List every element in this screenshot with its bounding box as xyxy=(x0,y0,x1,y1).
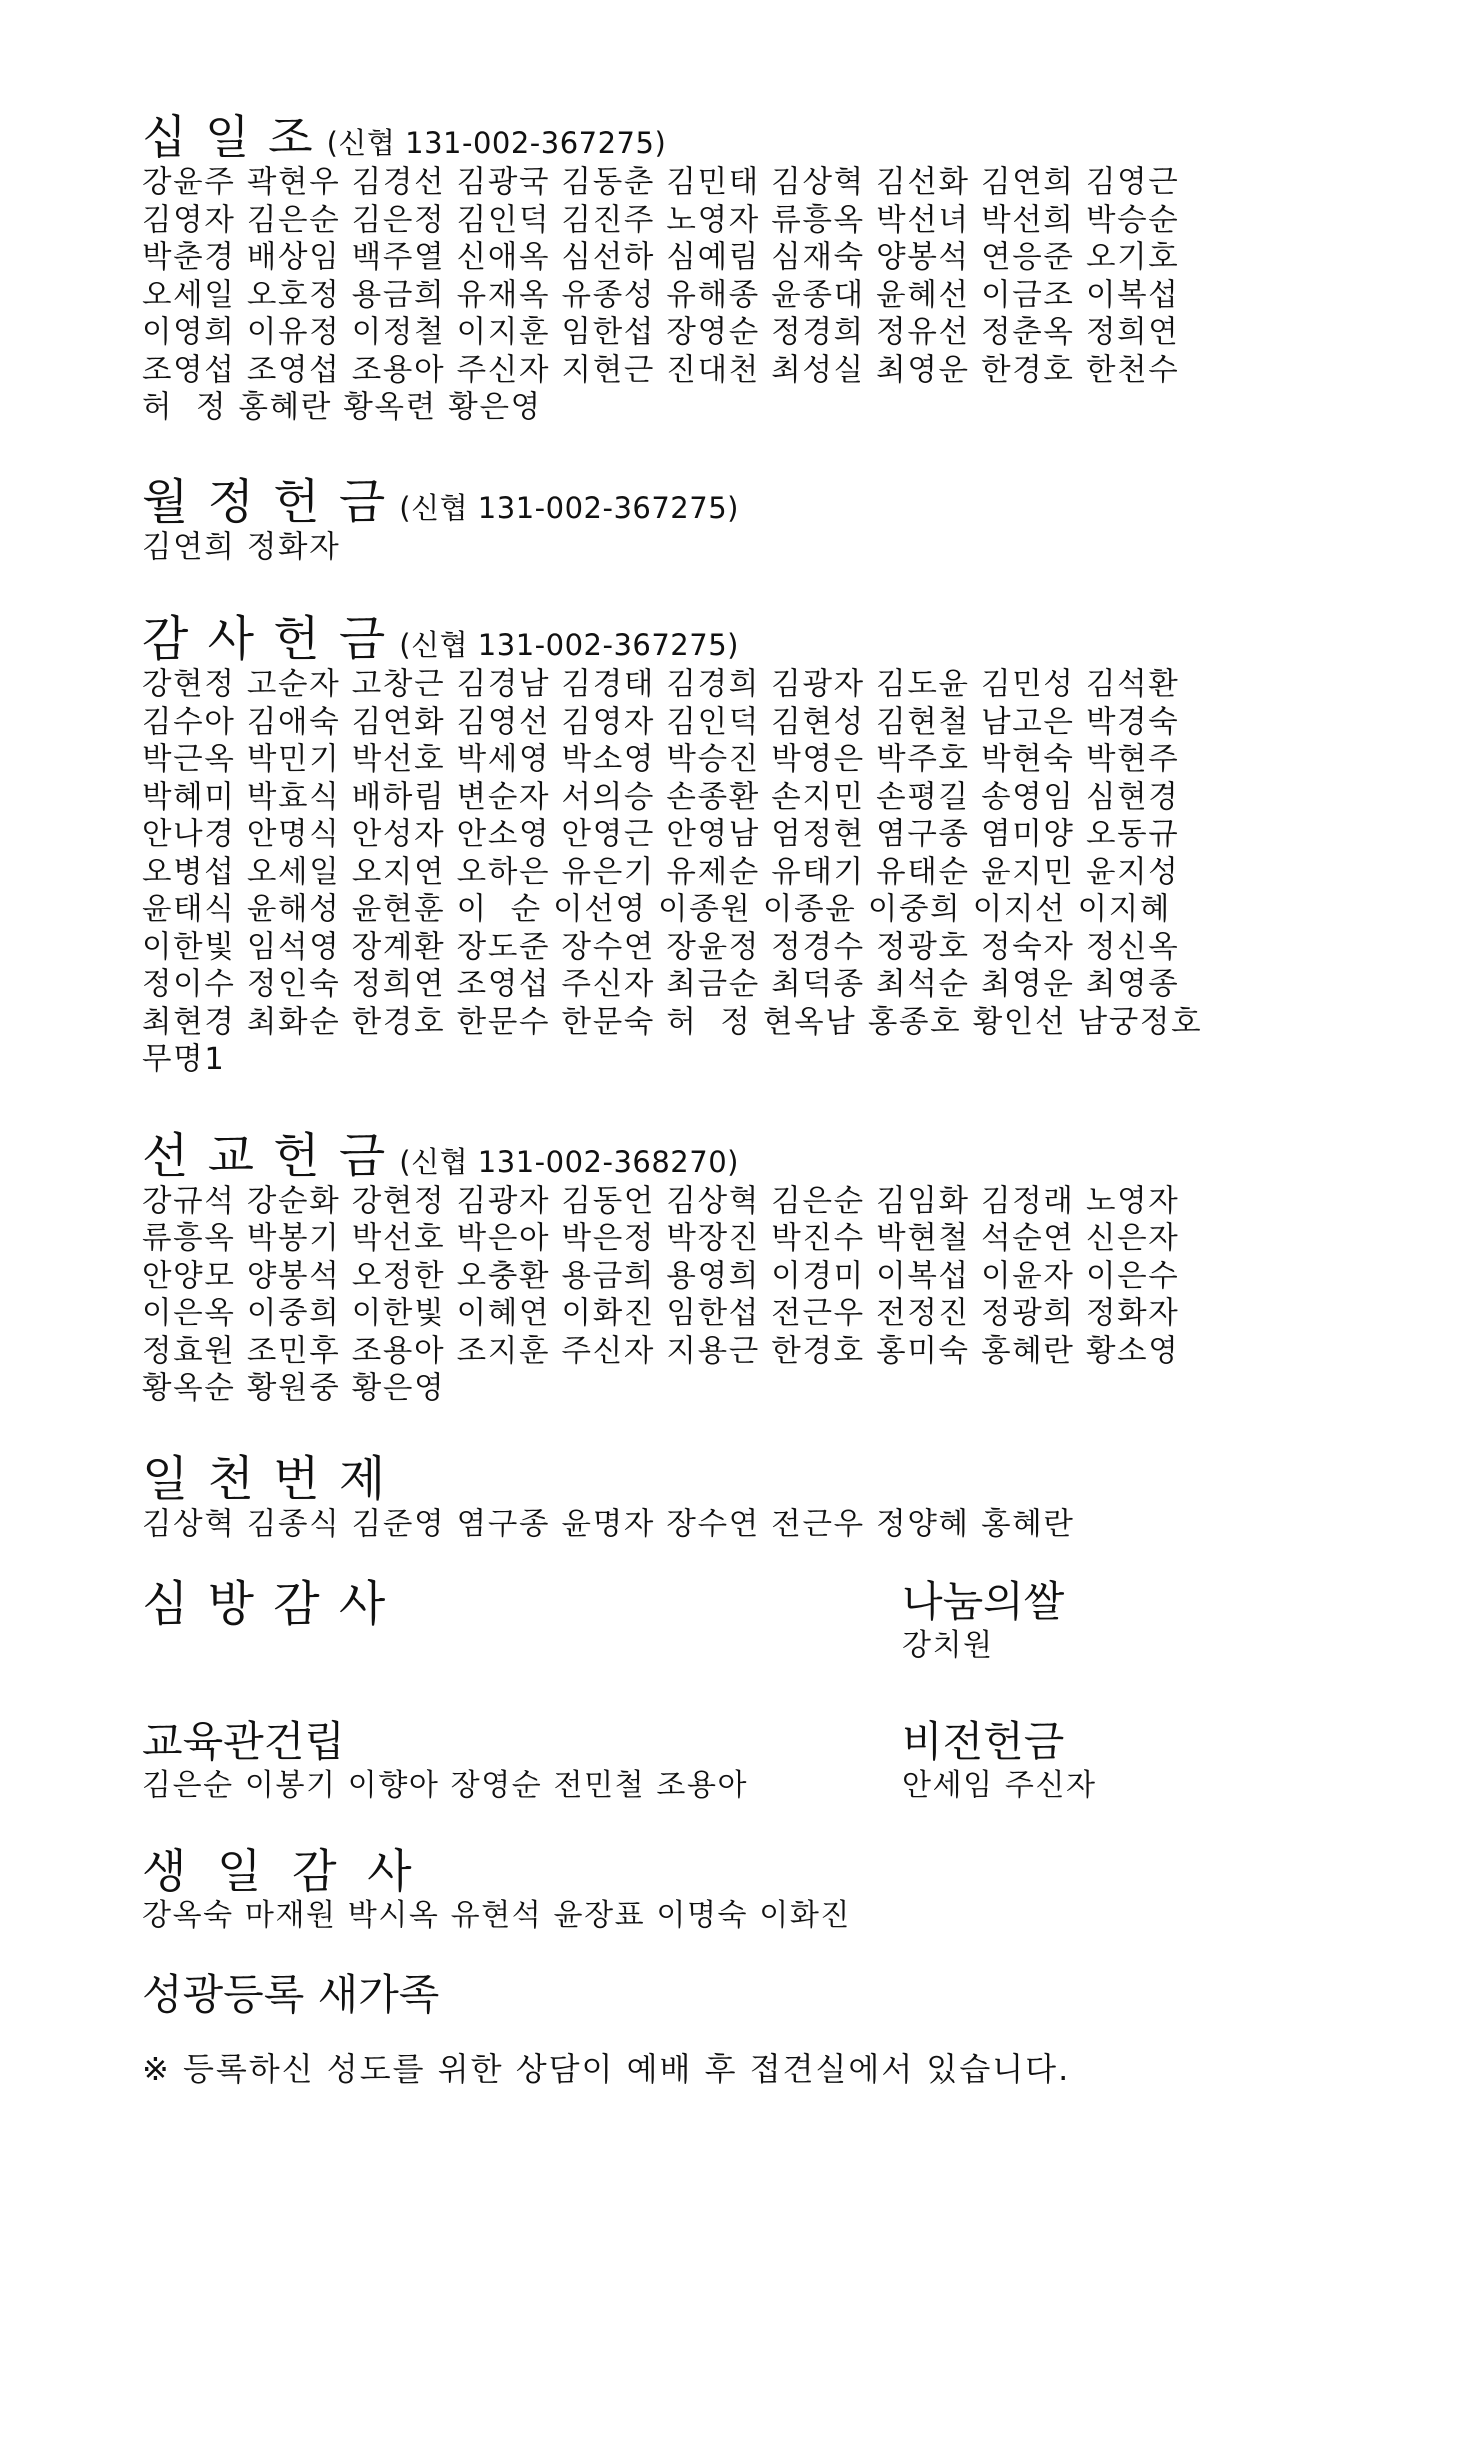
name-line: 무명1 xyxy=(142,1042,226,1077)
mission-header xyxy=(142,1129,1362,1183)
section-title: 선 교 헌 금 xyxy=(142,1127,388,1184)
name-list xyxy=(142,1506,1362,1544)
section-title: 월 정 헌 금 xyxy=(142,473,388,530)
section-title: 교육관건립 xyxy=(142,1717,345,1766)
registration-notice: ※ 등록하신 성도를 위한 상담이 예배 후 접견실에서 있습니다. xyxy=(142,2050,1071,2088)
visit-thanks-section xyxy=(142,1577,902,1665)
thanks-offering-section xyxy=(142,612,1362,1079)
section-title: 나눔의쌀 xyxy=(902,1577,1065,1626)
name-line: 정효원 조민후 조용아 조지훈 주신자 지용근 한경호 홍미숙 홍혜란 황소영 xyxy=(142,1333,1180,1369)
section-title: 감 사 헌 금 xyxy=(142,611,388,667)
name-line: 김영자 김은순 김은정 김인덕 김진주 노영자 류흥옥 박선녀 박선희 박승순 xyxy=(142,202,1180,238)
name-list xyxy=(142,666,1362,1079)
education-building-section xyxy=(142,1717,902,1805)
birthday-thanks-section xyxy=(142,1845,1362,1935)
name-list: 김은순 이봉기 이향아 장영순 전민철 조용아 xyxy=(142,1768,749,1803)
name-line: 김연희 정화자 xyxy=(142,529,341,565)
name-line: 안나경 안명식 안성자 안소영 안영근 안영남 엄정현 염구종 염미양 오동규 xyxy=(142,817,1180,852)
account-number: (신협 131-002-367275) xyxy=(399,490,739,525)
name-line: 이은옥 이중희 이한빛 이혜연 이화진 임한섭 전근우 전정진 정광희 정화자 xyxy=(142,1296,1180,1331)
name-list: 강옥숙 마재원 박시옥 유현석 윤장표 이명숙 이화진 xyxy=(142,1898,851,1933)
account-number: (신협 131-002-368270) xyxy=(399,1144,739,1179)
section-title: 생 일 감 사 xyxy=(142,1844,420,1898)
tithe-header xyxy=(142,110,1362,164)
rice-sharing-section xyxy=(902,1577,1362,1665)
name-line: 황옥순 황원중 황은영 xyxy=(142,1371,446,1406)
name-line: 류흥옥 박봉기 박선호 박은아 박은정 박장진 박진수 박현철 석순연 신은자 xyxy=(142,1221,1180,1256)
name-line: 최현경 최화순 한경호 한문수 한문숙 허 정 현옥남 홍종호 황인선 남궁정호 xyxy=(142,1004,1203,1040)
name-line: 박근옥 박민기 박선호 박세영 박소영 박승진 박영은 박주호 박현숙 박현주 xyxy=(142,742,1180,777)
ilcheon-section xyxy=(142,1452,1362,1544)
name-line: 허 정 홍혜란 황옥련 황은영 xyxy=(142,390,542,425)
name-line: 강윤주 곽현우 김경선 김광국 김동춘 김민태 김상혁 김선화 김연희 김영근 xyxy=(142,165,1180,200)
name-line: 이영희 이유정 이정철 이지훈 임한섭 장영순 정경희 정유선 정춘옥 정희연 xyxy=(142,315,1180,350)
ilcheon-header xyxy=(142,1452,1362,1506)
name-list xyxy=(142,164,1362,427)
name-line: 김상혁 김종식 김준영 염구종 윤명자 장수연 전근우 정양혜 홍혜란 xyxy=(142,1506,1075,1542)
name-line: 박혜미 박효식 배하림 변순자 서의승 손종환 손지민 손평길 송영임 심현경 xyxy=(142,779,1180,815)
vision-offering-section xyxy=(902,1717,1362,1805)
name-line: 오세일 오호정 용금희 유재옥 유종성 유해종 윤종대 윤혜선 이금조 이복섭 xyxy=(142,277,1180,313)
name-line: 박춘경 배상임 백주열 신애옥 심선하 심예림 심재숙 양봉석 연응준 오기호 xyxy=(142,240,1180,275)
name-list: 강치원 xyxy=(902,1628,994,1663)
section-title: 일 천 번 제 xyxy=(142,1450,388,1507)
monthly-offering-section xyxy=(142,475,1362,567)
new-family-section xyxy=(142,1969,1362,2089)
edu-vision-row xyxy=(142,1717,1362,1805)
name-line: 조영섭 조영섭 조용아 주신자 지현근 진대천 최성실 최영운 한경호 한천수 xyxy=(142,352,1180,388)
thanks-header xyxy=(142,612,1362,666)
name-line: 윤태식 윤해성 윤현훈 이 순 이선영 이종원 이종윤 이중희 이지선 이지혜 xyxy=(142,892,1172,927)
name-line: 이한빛 임석영 장계환 장도준 장수연 장윤정 정경수 정광호 정숙자 정신옥 xyxy=(142,929,1180,965)
name-line: 안양모 양봉석 오정한 오충환 용금희 용영희 이경미 이복섭 이윤자 이은수 xyxy=(142,1258,1180,1294)
section-title: 비전헌금 xyxy=(902,1717,1065,1766)
offering-list-page xyxy=(142,110,1362,2089)
name-line: 강규석 강순화 강현정 김광자 김동언 김상혁 김은순 김임화 김정래 노영자 xyxy=(142,1183,1180,1219)
name-list xyxy=(142,529,1362,567)
account-number: (신협 131-002-367275) xyxy=(326,126,667,160)
mission-offering-section xyxy=(142,1129,1362,1408)
name-list xyxy=(142,1183,1362,1408)
monthly-header xyxy=(142,475,1362,529)
section-title: 심 방 감 사 xyxy=(142,1576,388,1632)
name-line: 강현정 고순자 고창근 김경남 김경태 김경희 김광자 김도윤 김민성 김석환 xyxy=(142,667,1180,702)
tithe-section xyxy=(142,110,1362,427)
account-number: (신협 131-002-367275) xyxy=(399,628,739,662)
name-line: 오병섭 오세일 오지연 오하은 유은기 유제순 유태기 유태순 윤지민 윤지성 xyxy=(142,854,1180,890)
section-title: 성광등록 새가족 xyxy=(142,1970,440,2019)
name-line: 정이수 정인숙 정희연 조영섭 주신자 최금순 최덕종 최석순 최영운 최영종 xyxy=(142,967,1180,1002)
name-line: 김수아 김애숙 김연화 김영선 김영자 김인덕 김현성 김현철 남고은 박경숙 xyxy=(142,704,1180,740)
visit-rice-row xyxy=(142,1577,1362,1665)
name-list: 안세임 주신자 xyxy=(902,1768,1097,1803)
section-title: 십 일 조 xyxy=(142,110,315,164)
